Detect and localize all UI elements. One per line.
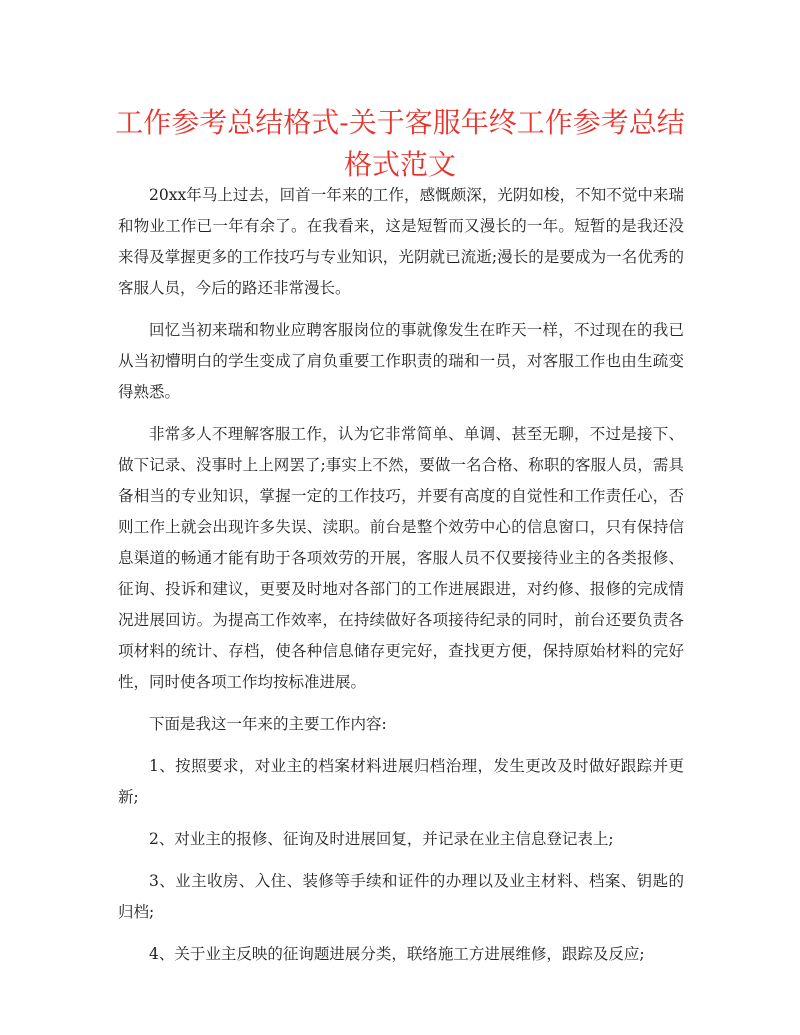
list-item-3: 3、业主收房、入住、装修等手续和证件的办理以及业主材料、档案、钥匙的归档; (118, 872, 684, 921)
paragraph-work-list-heading: 下面是我这一年来的主要工作内容: (149, 715, 387, 733)
list-item-1: 1、按照要求，对业主的档案材料进展归档治理，发生更改及时做好跟踪并更新; (118, 757, 684, 806)
document-body (118, 180, 684, 981)
paragraph-recollection: 回忆当初来瑞和物业应聘客服岗位的事就像发生在昨天一样，不过现在的我已从当初懵明白的学生变成了肩负重要工作职责的瑞和一员，对客服工作也由生疏变得熟悉。 (118, 321, 684, 401)
paragraph-job-description: 非常多人不理解客服工作，认为它非常简单、单调、甚至无聊，不过是接下、做下记录、没事时上上网罢了;事实上不然，要做一名合格、称职的客服人员，需具备相当的专业知识，掌握一定的工作技巧，并要有高度的自觉性和工作责任心，否则工作上就会出现许多失误、渎职。前台是整个效劳中心的信息窗口，只有保持信息渠道的畅通才能有助于各项效劳的开展，客服人员不仅要接待业主的各类报修、征询、投诉和建议，更要及时地对各部门的工作进展跟进，对约修、报修的完成情况进展回访。为提高工作效率，在持续做好各项接待纪录的同时，前台还要负责各项材料的统计、存档，使各种信息储存更完好，查找更方便，保持原始材料的完好性，同时使各项工作均按标准进展。 (118, 425, 684, 691)
paragraph-intro: 20xx年马上过去，回首一年来的工作，感慨颇深，光阴如梭，不知不觉中来瑞和物业工作已一年有余了。在我看来，这是短暂而又漫长的一年。短暂的是我还没来得及掌握更多的工作技巧与专业知识，光阴就已流逝;漫长的是要成为一名优秀的客服人员，今后的路还非常漫长。 (118, 186, 684, 297)
document-title: 工作参考总结格式-关于客服年终工作参考总结格式范文 (115, 106, 685, 181)
list-item-4: 4、关于业主反映的征询题进展分类，联络施工方进展维修，跟踪及反应; (149, 945, 645, 963)
list-item-2: 2、对业主的报修、征询及时进展回复，并记录在业主信息登记表上; (149, 830, 614, 848)
